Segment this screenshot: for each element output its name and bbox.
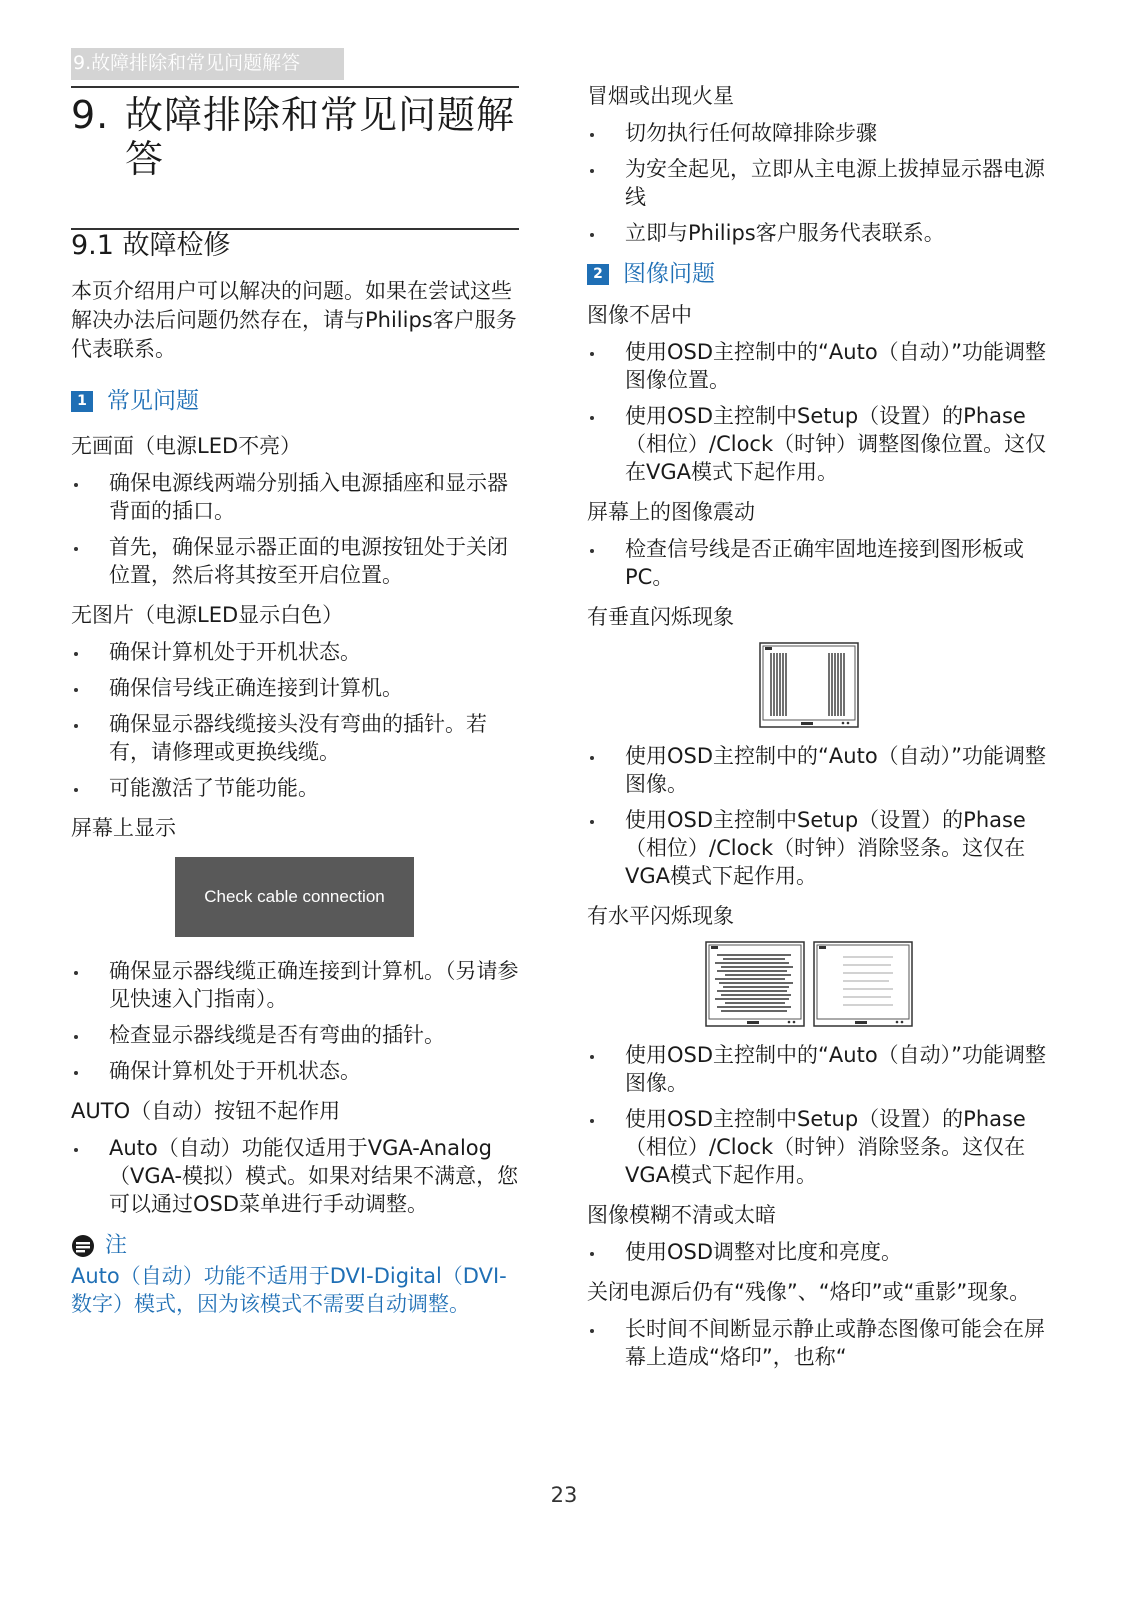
vertical-flicker-figure: [759, 642, 1047, 730]
problem-title: 无画面（电源LED不亮）: [71, 434, 302, 458]
image-problems-heading: [587, 259, 1047, 289]
bullet-list: [587, 119, 1047, 247]
bullet-list: [587, 742, 1047, 890]
problem-title: 图像不居中: [587, 303, 692, 327]
subsection-title: 图像问题: [623, 261, 715, 287]
bullet-list: [587, 1238, 1047, 1266]
chapter-header-tab: 9.故障排除和常见问题解答: [71, 48, 344, 80]
problem-title: 屏幕上的图像震动: [587, 500, 755, 524]
list-item: 确保计算机处于开机状态。: [71, 638, 521, 666]
section-number-badge: 2: [587, 264, 609, 285]
osd-message-box: Check cable connection: [175, 857, 414, 937]
list-item: 为安全起见，立即从主电源上拔掉显示器电源线: [587, 155, 1047, 211]
bullet-list: [71, 469, 521, 589]
right-column: [587, 82, 1047, 1371]
intro-paragraph: 本页介绍用户可以解决的问题。如果在尝试这些解决办法后问题仍然存在，请与Philips客户服务代表联系。: [71, 279, 517, 361]
list-item: 确保信号线正确连接到计算机。: [71, 674, 521, 702]
problem-title: 无图片（电源LED显示白色）: [71, 603, 344, 627]
list-item: 使用OSD主控制中Setup（设置）的Phase（相位）/Clock（时钟）调整图像位置。这仅在VGA模式下起作用。: [587, 402, 1047, 486]
list-item: 切勿执行任何故障排除步骤: [587, 119, 1047, 147]
chapter-number: 9.: [71, 93, 110, 137]
bullet-list: [71, 1134, 521, 1218]
bullet-list: [71, 638, 521, 802]
problem-title: 冒烟或出现火星: [587, 84, 734, 108]
note-text: Auto（自动）功能不适用于DVI-Digital（DVI-数字）模式，因为该模式不需要自动调整。: [71, 1264, 507, 1316]
section-title: 9.1 故障检修: [71, 230, 231, 261]
bullet-list: [71, 957, 521, 1085]
left-column: [71, 85, 521, 1318]
list-item: 首先，确保显示器正面的电源按钮处于关闭位置，然后将其按至开启位置。: [71, 533, 521, 589]
list-item: 检查信号线是否正确牢固地连接到图形板或PC。: [587, 535, 1047, 591]
problem-title: 关闭电源后仍有“残像”、“烙印”或“重影”现象。: [587, 1280, 1031, 1304]
list-item: 确保显示器线缆正确连接到计算机。（另请参见快速入门指南）。: [71, 957, 521, 1013]
list-item: 确保显示器线缆接头没有弯曲的插针。若有，请修理或更换线缆。: [71, 710, 521, 766]
problem-title: 有水平闪烁现象: [587, 904, 734, 928]
list-item: 立即与Philips客户服务代表联系。: [587, 219, 1047, 247]
section-number-badge: 1: [71, 391, 93, 412]
list-item: 使用OSD主控制中的“Auto（自动）”功能调整图像。: [587, 742, 1047, 798]
chapter-title-text: 故障排除和常见问题解答: [125, 93, 516, 181]
problem-title: AUTO（自动）按钮不起作用: [71, 1099, 341, 1123]
list-item: 可能激活了节能功能。: [71, 774, 521, 802]
list-item: 使用OSD主控制中Setup（设置）的Phase（相位）/Clock（时钟）消除竖条。这仅在VGA模式下起作用。: [587, 1105, 1047, 1189]
note-heading: [71, 1232, 521, 1260]
monitor-vertical-bars-illustration: [759, 642, 859, 730]
list-item: 使用OSD主控制中Setup（设置）的Phase（相位）/Clock（时钟）消除竖条。这仅在VGA模式下起作用。: [587, 806, 1047, 890]
problem-title: 屏幕上显示: [71, 816, 176, 840]
bullet-list: [587, 1041, 1047, 1189]
bullet-list: [587, 1315, 1047, 1371]
bullet-list: [587, 535, 1047, 591]
list-item: 确保计算机处于开机状态。: [71, 1057, 521, 1085]
list-item: 检查显示器线缆是否有弯曲的插针。: [71, 1021, 521, 1049]
chapter-title: [71, 93, 521, 181]
bullet-list: [587, 338, 1047, 486]
common-problems-heading: [71, 386, 521, 416]
list-item: 长时间不间断显示静止或静态图像可能会在屏幕上造成“烙印”，也称“: [587, 1315, 1047, 1371]
list-item: 确保电源线两端分别插入电源插座和显示器背面的插口。: [71, 469, 521, 525]
note-label: 注: [105, 1233, 128, 1258]
list-item: 使用OSD主控制中的“Auto（自动）”功能调整图像位置。: [587, 338, 1047, 394]
subsection-title: 常见问题: [107, 388, 199, 414]
horizontal-flicker-figure: [705, 941, 1047, 1029]
note-icon: [71, 1234, 95, 1258]
problem-title: 图像模糊不清或太暗: [587, 1203, 776, 1227]
list-item: Auto（自动）功能仅适用于VGA-Analog（VGA-模拟）模式。如果对结果不满意，您可以通过OSD菜单进行手动调整。: [71, 1134, 521, 1218]
list-item: 使用OSD调整对比度和亮度。: [587, 1238, 1047, 1266]
page-number: 23: [550, 1483, 578, 1507]
problem-title: 有垂直闪烁现象: [587, 605, 734, 629]
list-item: 使用OSD主控制中的“Auto（自动）”功能调整图像。: [587, 1041, 1047, 1097]
monitor-clear-illustration: [813, 941, 913, 1029]
monitor-horizontal-noise-illustration: [705, 941, 805, 1029]
